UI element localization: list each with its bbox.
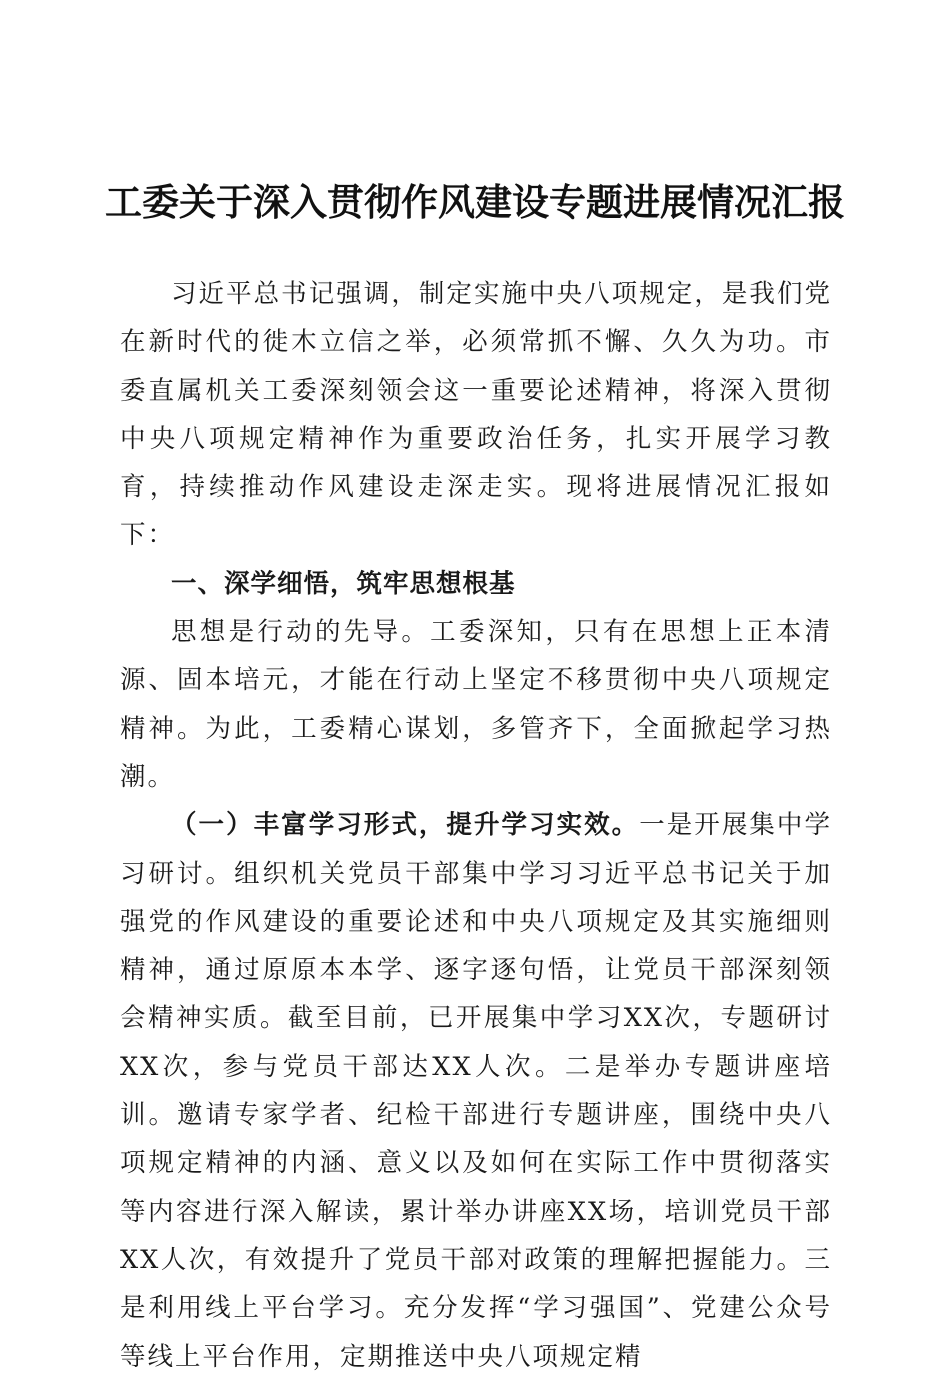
section-1-paragraph: 思想是行动的先导。工委深知，只有在思想上正本清源、固本培元，才能在行动上坚定不移贯彻中央八项规定精神。为此，工委精心谋划，多管齐下，全面掀起学习热潮。: [120, 617, 832, 792]
subsection-1-body: 一是开展集中学习研讨。组织机关党员干部集中学习习近平总书记关于加强党的作风建设的重要论述和中央八项规定及其实施细则精神，通过原原本本学、逐字逐句悟，让党员干部深刻领会精神实质。截至目前，已开展集中学习XX次，专题研讨XX次，参与党员干部达XX人次。二是举办专题讲座培训。邀请专家学者、纪检干部进行专题讲座，围绕中央八项规定精神的内涵、意义以及如何在实际工作中贯彻落实等内容进行深入解读，累计举办讲座XX场，培训党员干部XX人次，有效提升了党员干部对政策的理解把握能力。三是利用线上平台学习。充分发挥“学习强国”、党建公众号等线上平台作用，定期推送中央八项规定精: [120, 810, 832, 1372]
intro-paragraph: 习近平总书记强调，制定实施中央八项规定，是我们党在新时代的徙木立信之举，必须常抓不懈、久久为功。市委直属机关工委深刻领会这一重要论述精神，将深入贯彻中央八项规定精神作为重要政治任务，扎实开展学习教育，持续推动作风建设走深走实。现将进展情况汇报如下：: [120, 279, 832, 551]
document-body: [120, 270, 832, 1381]
subsection-1-paragraph: [120, 801, 832, 1381]
section-1-heading: 一、深学细悟，筑牢思想根基: [171, 568, 516, 599]
subsection-1-lead: （一）丰富学习形式，提升学习实效。: [171, 810, 640, 841]
document-title: 工委关于深入贯彻作风建设专题进展情况汇报: [105, 180, 845, 224]
